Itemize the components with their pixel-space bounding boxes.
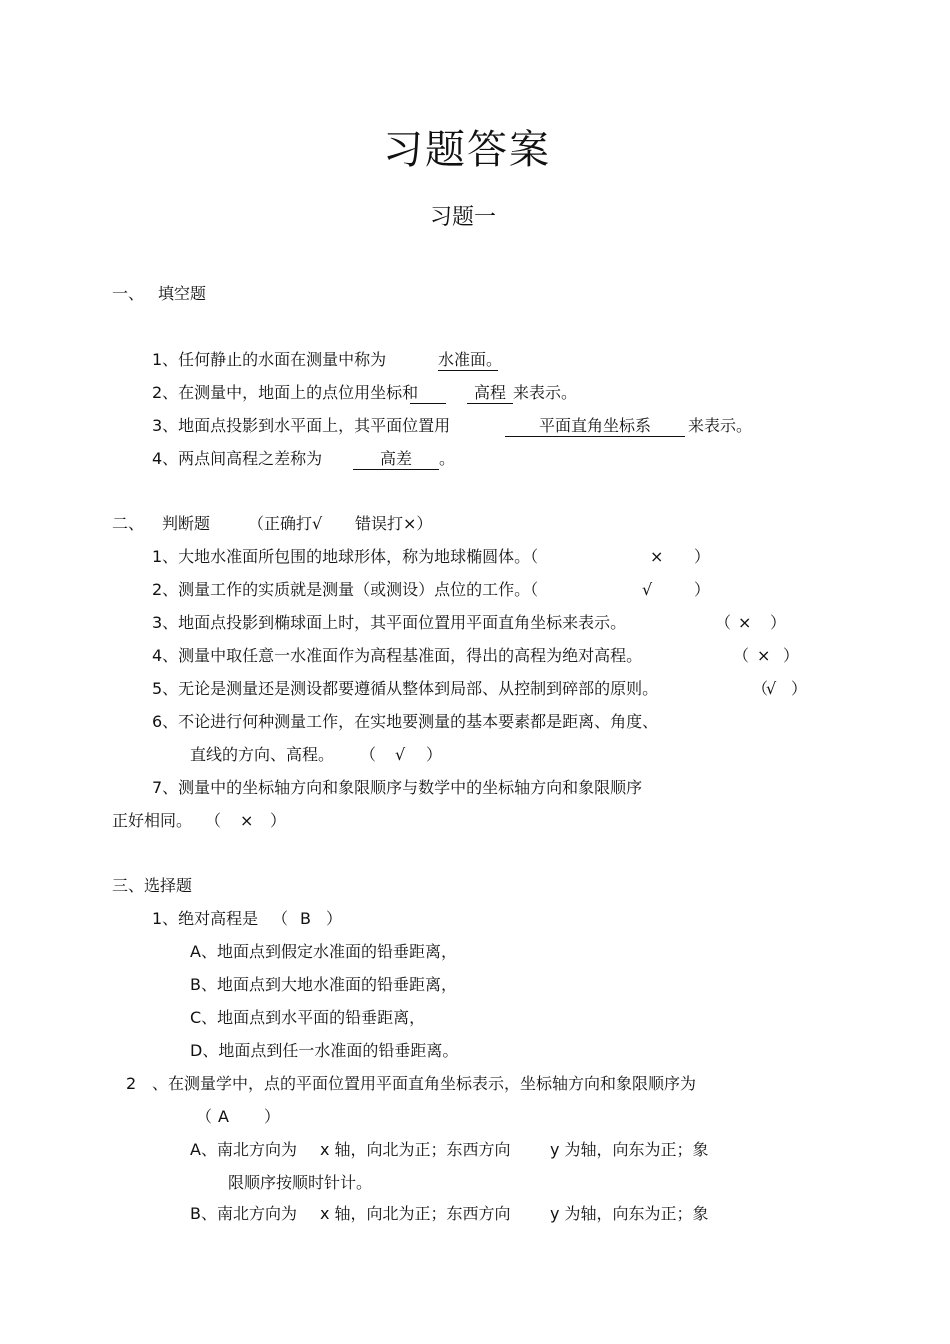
choice-option: y 为轴，向东为正；象 [550, 1204, 709, 1223]
judge-item-close: ） [770, 613, 787, 632]
judge-item-mark: √ [642, 580, 653, 599]
answer-blank: 高差 [353, 449, 439, 470]
choice-option: B、地面点到大地水准面的铅垂距离， [190, 975, 457, 994]
choice-question-open: （ [272, 909, 289, 928]
choice-question-stem: 1、绝对高程是 [152, 909, 259, 928]
section-heading: 填空题 [158, 284, 207, 303]
choice-option: D、地面点到任一水准面的铅垂距离。 [190, 1041, 459, 1060]
judge-item-mark: √ [395, 745, 406, 764]
section-number: 一、 [112, 284, 145, 303]
judge-item-mark: × [650, 547, 664, 566]
judge-item-mark: × [738, 613, 752, 632]
question-text: 来表示。 [513, 383, 578, 402]
judge-item-close: ） [694, 547, 711, 566]
judge-item-text: 7、测量中的坐标轴方向和象限顺序与数学中的坐标轴方向和象限顺序 [152, 778, 643, 797]
choice-question-answer: B [300, 909, 311, 928]
section-heading: 三、选择题 [112, 876, 193, 895]
judge-item-text: 直线的方向、高程。 [190, 745, 335, 764]
judge-item-open: （ [733, 646, 750, 665]
page-subtitle: 习题一 [430, 205, 497, 230]
judge-item-mark: √ [766, 679, 777, 698]
choice-option: x 轴，向北为正；东西方向 [320, 1140, 511, 1159]
choice-option: C、地面点到水平面的铅垂距离， [190, 1008, 426, 1027]
judge-item-close: ） [783, 646, 800, 665]
choice-question-close: ） [264, 1107, 281, 1126]
choice-question-number: 2 [126, 1074, 137, 1093]
judge-item-close: ） [270, 811, 287, 830]
choice-option: x 轴，向北为正；东西方向 [320, 1204, 511, 1223]
question-text: 4、两点间高程之差称为 [152, 449, 323, 468]
question-text: 3、地面点投影到水平面上，其平面位置用 [152, 416, 451, 435]
choice-option: 限顺序按顺时针计。 [228, 1173, 373, 1192]
judge-item-text: 2、测量工作的实质就是测量（或测设）点位的工作。（ [152, 580, 539, 599]
question-text: 1、任何静止的水面在测量中称为 [152, 350, 387, 369]
answer-blank: 水准面。 [438, 350, 503, 369]
judge-item-open: （ [205, 811, 222, 830]
judge-item-close: ） [426, 745, 443, 764]
question-text: 。 [439, 449, 456, 468]
judge-item-text: 正好相同。 [112, 811, 193, 830]
judge-item-text: 5、无论是测量还是测设都要遵循从整体到局部、从控制到碎部的原则。 [152, 679, 659, 698]
question-text: 来表示。 [688, 416, 753, 435]
judge-item-open: （ [360, 745, 377, 764]
choice-question-answer: A [218, 1107, 229, 1126]
choice-question-open: （ [196, 1107, 213, 1126]
answer-blank: 高程 [467, 383, 513, 404]
section-note: 错误打×） [355, 514, 433, 533]
answer-blank: 平面直角坐标系 [505, 416, 685, 437]
choice-option: A、地面点到假定水准面的铅垂距离， [190, 942, 457, 961]
judge-item-text: 3、地面点投影到椭球面上时，其平面位置用平面直角坐标来表示。 [152, 613, 627, 632]
section-number: 二、 [112, 514, 145, 533]
page-title: 习题答案 [383, 127, 551, 173]
section-heading: 判断题 [162, 514, 211, 533]
judge-item-open: （ [715, 613, 732, 632]
choice-option: y 为轴，向东为正；象 [550, 1140, 709, 1159]
judge-item-open: （ [752, 679, 769, 698]
judge-item-text: 6、不论进行何种测量工作，在实地要测量的基本要素都是距离、角度、 [152, 712, 659, 731]
judge-item-mark: × [757, 646, 771, 665]
choice-option: B、南北方向为 [190, 1204, 297, 1223]
answer-blank-empty [410, 383, 446, 404]
judge-item-text: 4、测量中取任意一水准面作为高程基准面，得出的高程为绝对高程。 [152, 646, 643, 665]
section-note: （正确打√ [248, 514, 323, 533]
judge-item-close: ） [694, 580, 711, 599]
judge-item-text: 1、大地水准面所包围的地球形体，称为地球椭圆体。（ [152, 547, 539, 566]
choice-question-stem: 、在测量学中，点的平面位置用平面直角坐标表示，坐标轴方向和象限顺序为 [152, 1074, 697, 1093]
judge-item-mark: × [240, 811, 254, 830]
judge-item-close: ） [791, 679, 808, 698]
question-text: 2、在测量中，地面上的点位用坐标和 [152, 383, 419, 402]
choice-question-close: ） [326, 909, 343, 928]
choice-option: A、南北方向为 [190, 1140, 297, 1159]
